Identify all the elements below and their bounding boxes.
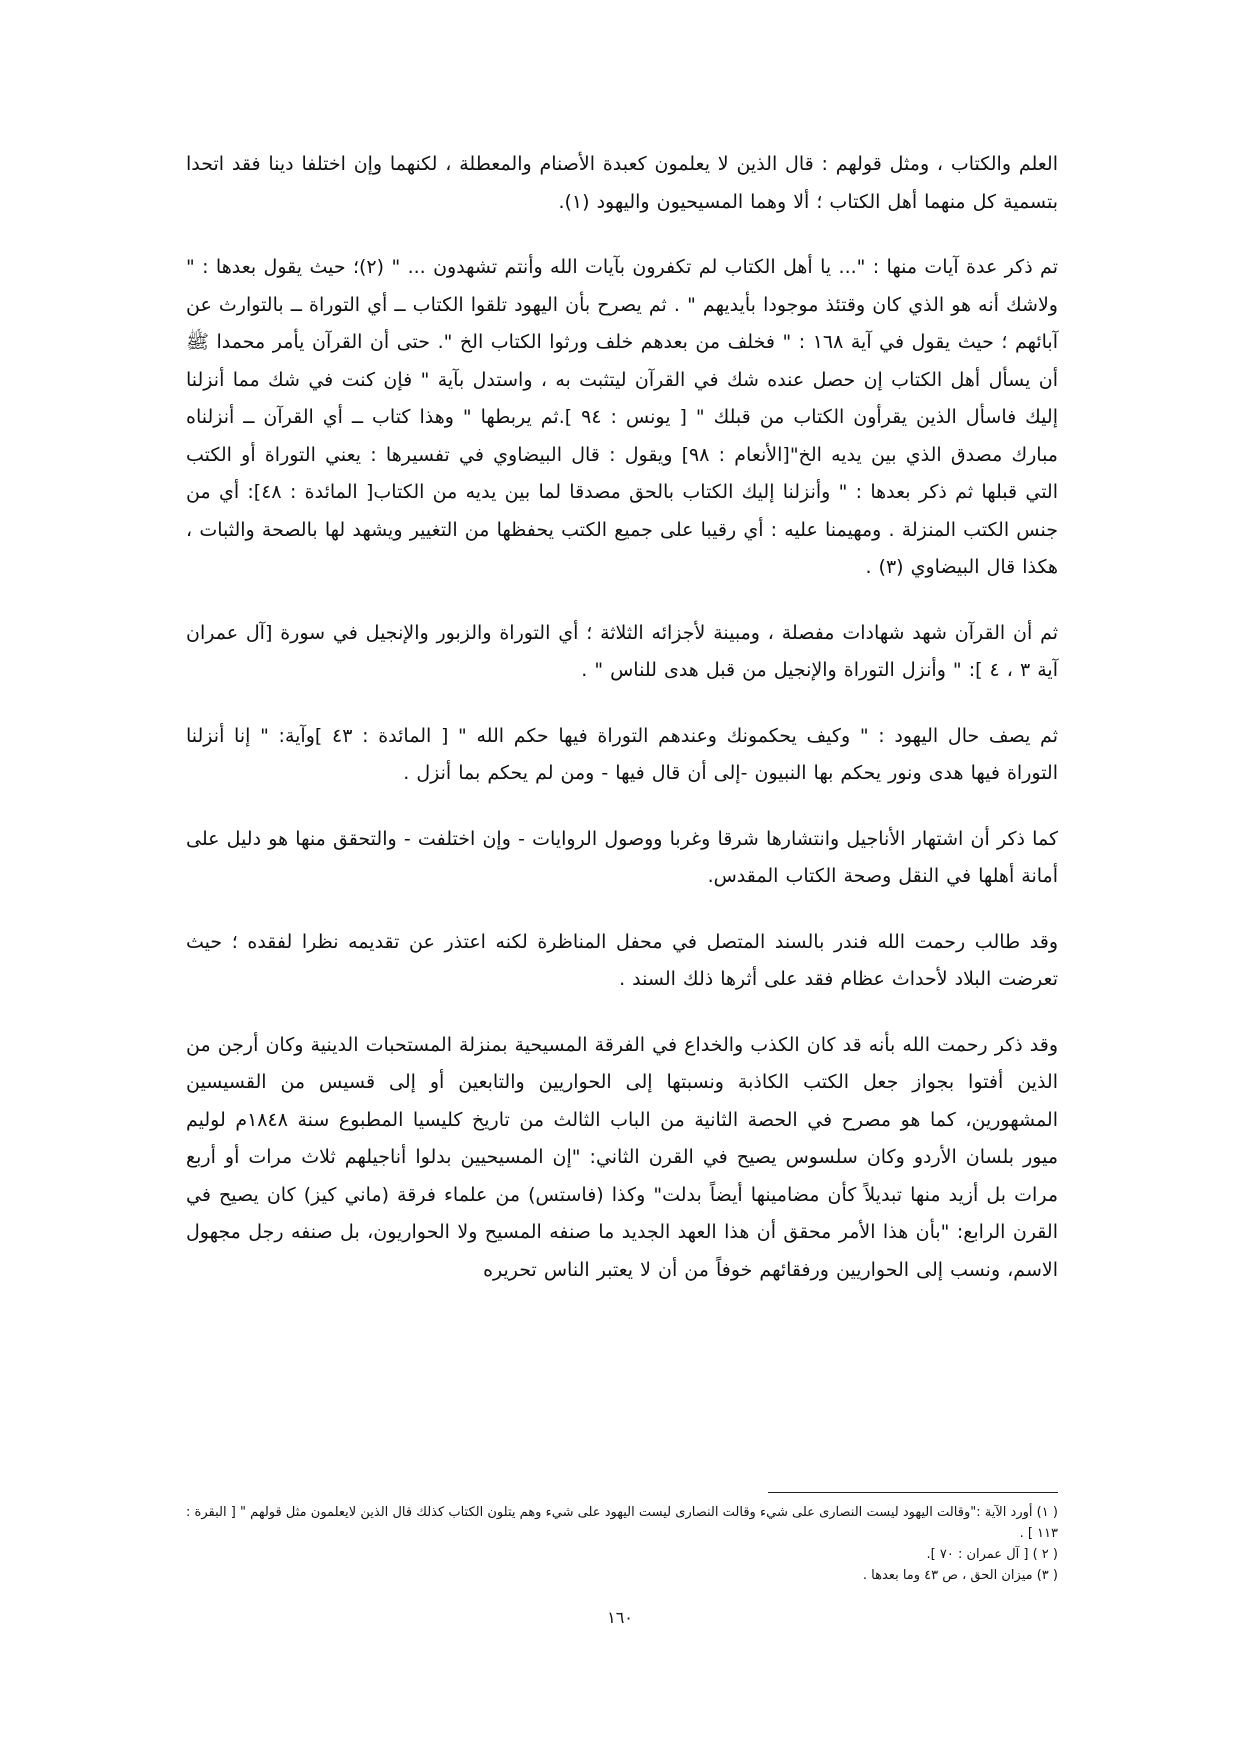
paragraph-2: تم ذكر عدة آيات منها : "... يا أهل الكتاب لم تكفرون بآيات الله وأنتم تشهدون ... " (٢)؛ حيث يقول بعدها : " ولاشك أنه هو الذي كان وقتئذ موجودا بأيديهم " . ثم يصرح بأن اليهود تلقوا الكتاب ــ أي التوراة ــ بالتوارث عن آبائهم ؛ حيث يقول في آية ١٦٨ : " فخلف من بعدهم خلف ورثوا الكتاب الخ ". حتى أن القرآن يأمر محمدا ﷺ أن يسأل أهل الكتاب إن حصل عنده شك في القرآن ليتثبت به ، واستدل بآية " فإن كنت في شك مما أنزلنا إليك فاسأل الذين يقرأون الكتاب من قبلك " [ يونس : ٩٤ ].ثم يربطها " وهذا كتاب ــ أي القرآن ــ أنزلناه مبارك مصدق الذي بين يديه الخ"[الأنعام : ٩٨] ويقول : قال البيضاوي في تفسيرها : يعني التوراة أو الكتب التي قبلها ثم ذكر بعدها : " وأنزلنا إليك الكتاب بالحق مصدقا لما بين يديه من الكتاب[ المائدة : ٤٨]: أي من جنس الكتب المنزلة . ومهيمنا عليه : أي رقيبا على جميع الكتب يحفظها من التغيير ويشهد لها بالصحة والثبات ، هكذا قال البيضاوي (٣) . — [186, 256, 1059, 578]
paragraph-7: وقد ذكر رحمت الله بأنه قد كان الكذب والخداع في الفرقة المسيحية بمنزلة المستحبات الدينية وكان أرجن من الذين أفتوا بجواز جعل الكتب الكاذبة ونسبتها إلى الحواريين والتابعين أو إلى قسيس من القسيسين المشهورين، كما هو مصرح في الحصة الثانية من الباب الثالث من تاريخ كليسيا المطبوع سنة ١٨٤٨م لوليم ميور بلسان الأردو وكان سلسوس يصيح في القرن الثاني: "إن المسيحيين بدلوا أناجيلهم ثلاث مرات أو أربع مرات بل أزيد منها تبديلاً كأن مضامينها أيضاً بدلت" وكذا (فاستس) من علماء فرقة (ماني كيز) كان يصيح في القرن الرابع: "بأن هذا الأمر محقق أن هذا العهد الجديد ما صنفه المسيح ولا الحواريون، بل صنفه رجل مجهول الاسم، ونسب إلى الحواريين ورفقائهم خوفاً من أن لا يعتبر الناس تحريره — [186, 1033, 1058, 1281]
paragraph-1: العلم والكتاب ، ومثل قولهم : قال الذين لا يعلمون كعبدة الأصنام والمعطلة ، لكنهما وإن اختلفا دينا فقد اتحدا بتسمية كل منهما أهل الكتاب ؛ ألا وهما المسيحيون واليهود (١). — [186, 153, 1058, 213]
main-text — [186, 146, 1058, 1317]
footnote-3: ( ٣) ميزان الحق ، ص ٤٣ وما بعدها . — [862, 1568, 1058, 1583]
footnotes — [186, 1502, 1058, 1586]
paragraph-6: وقد طالب رحمت الله فندر بالسند المتصل في محفل المناظرة لكنه اعتذر عن تقديمه نظرا لفقده ؛ حيث تعرضت البلاد لأحداث عظام فقد على أثرها ذلك السند . — [186, 930, 1058, 990]
paragraph-3: ثم أن القرآن شهد شهادات مفصلة ، ومبينة لأجزائه الثلاثة ؛ أي التوراة والزبور والإنجيل في سورة [آل عمران آية ٣ ، ٤ ]: " وأنزل التوراة والإنجيل من قبل هدى للناس " . — [186, 621, 1058, 681]
footnote-1: ( ١) أورد الآية :"وقالت اليهود ليست النصارى على شيء وقالت النصارى ليست اليهود على شيء وهم يتلون الكتاب كذلك قال الذين لايعلمون مثل قولهم " [ البقرة : ١١٣ ] . — [186, 1505, 1058, 1541]
paragraph-5: كما ذكر أن اشتهار الأناجيل وانتشارها شرقا وغربا ووصول الروايات - وإن اختلفت - والتحقق منها هو دليل على أمانة أهلها في النقل وصحة الكتاب المقدس. — [186, 827, 1058, 887]
page-number: ١٦٠ — [607, 1608, 633, 1627]
footnote-2: ( ٢ ) [ آل عمران : ٧٠ ]. — [926, 1547, 1058, 1562]
paragraph-4: ثم يصف حال اليهود : " وكيف يحكمونك وعندهم التوراة فيها حكم الله " [ المائدة : ٤٣ ]وآية: " إنا أنزلنا التوراة فيها هدى ونور يحكم بها النبيون -إلى أن قال فيها - ومن لم يحكم بما أنزل . — [186, 724, 1058, 784]
